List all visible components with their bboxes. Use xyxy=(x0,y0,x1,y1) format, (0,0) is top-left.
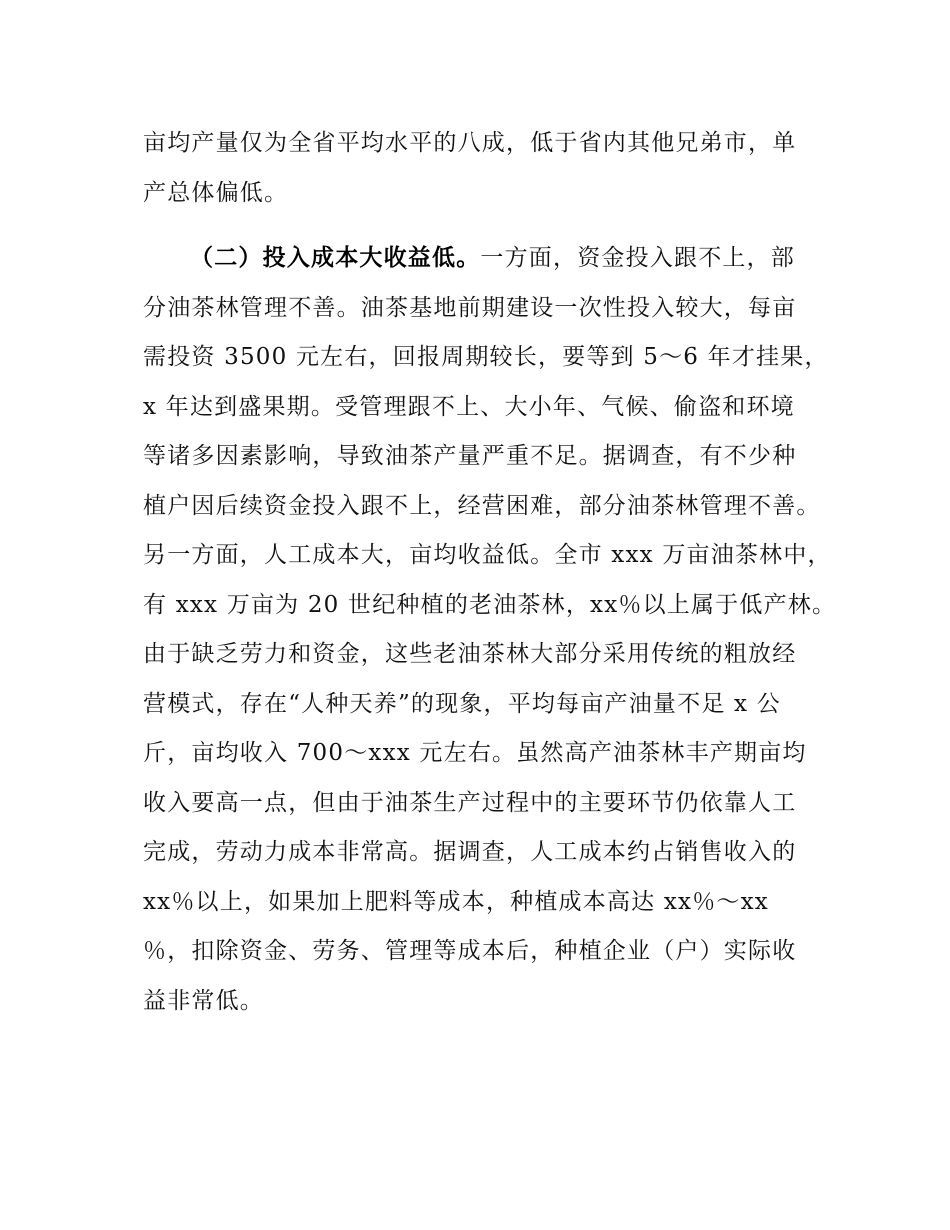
paragraph-first-line xyxy=(190,241,890,275)
text-line: 由于缺乏劳力和资金，这些老油茶林大部分采用传统的粗放经 xyxy=(143,641,797,667)
text-line: x 年达到盛果期。受管理跟不上、大小年、气候、偷盗和环境 xyxy=(143,394,795,420)
section-heading: （二）投入成本大收益低。 xyxy=(190,245,481,271)
text-line: 等诸多因素影响，导致油茶产量严重不足。据调查，有不少种 xyxy=(143,443,797,469)
text-line: 分油茶林管理不善。油茶基地前期建设一次性投入较大，每亩 xyxy=(143,295,797,321)
text-line: 植户因后续资金投入跟不上，经营困难，部分油茶林管理不善。 xyxy=(143,493,821,519)
text-line: 斤，亩均收入 700～xxx 元左右。虽然高产油茶林丰产期亩均 xyxy=(143,740,807,766)
text-line: 收入要高一点，但由于油茶生产过程中的主要环节仍依靠人工 xyxy=(143,790,797,816)
text-line: 产总体偏低。 xyxy=(143,180,289,206)
text-line: 亩均产量仅为全省平均水平的八成，低于省内其他兄弟市，单 xyxy=(143,130,797,156)
text-line: 需投资 3500 元左右，回报周期较长，要等到 5～6 年才挂果， xyxy=(143,344,829,370)
text-line: xx％以上，如果加上肥料等成本，种植成本高达 xx％～xx xyxy=(143,889,769,915)
text-line: ％，扣除资金、劳务、管理等成本后，种植企业（户）实际收 xyxy=(143,938,797,964)
text-line: 营模式，存在“人种天养”的现象，平均每亩产油量不足 x 公 xyxy=(143,691,781,717)
text-span: 一方面，资金投入跟不上，部 xyxy=(480,245,796,271)
text-line: 有 xxx 万亩为 20 世纪种植的老油茶林，xx％以上属于低产林。 xyxy=(143,592,837,618)
text-line: 益非常低。 xyxy=(143,988,264,1014)
text-line: 另一方面，人工成本大，亩均收益低。全市 xxx 万亩油茶林中， xyxy=(143,542,832,568)
text-line: 完成，劳动力成本非常高。据调查，人工成本约占销售收入的 xyxy=(143,839,797,865)
